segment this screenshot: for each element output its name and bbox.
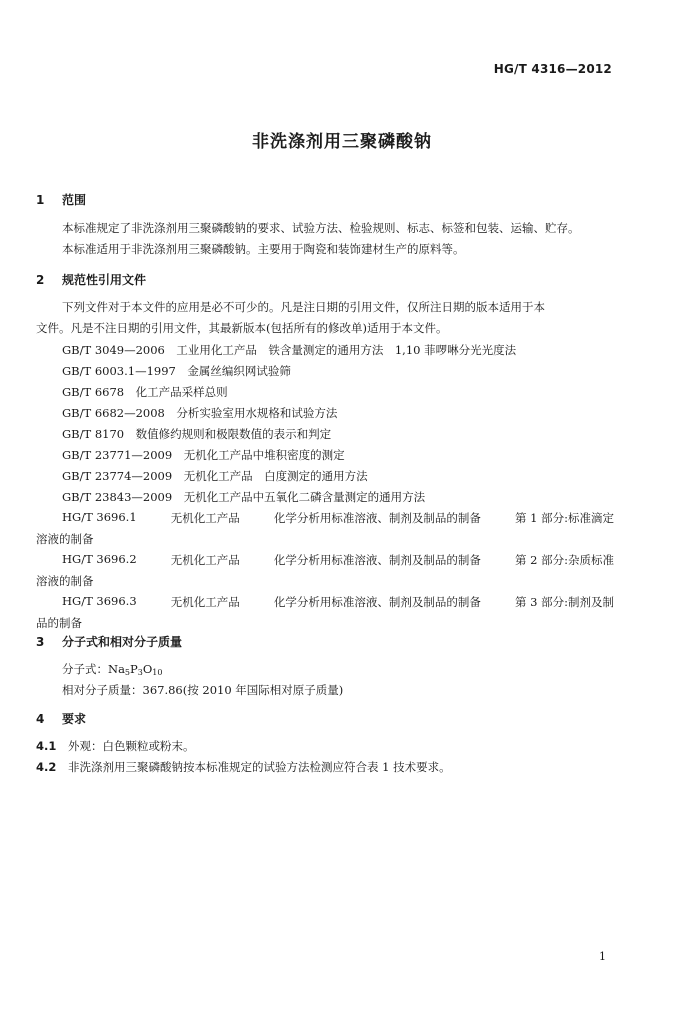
requirement-clause — [36, 738, 195, 754]
ref-part-b: 化学分析用标准溶液、制剂及制品的制备 — [273, 595, 481, 609]
ref-code: HG/T 3696.1 — [62, 510, 137, 524]
clause-text: 非洗涤剂用三聚磷酸钠按本标准规定的试验方法检测应符合表 1 技术要求。 — [68, 760, 451, 774]
section-number: 3 — [36, 635, 45, 649]
ref-item: GB/T 3049—2006 工业用化工产品 铁含量测定的通用方法 1,10 菲啰啉分光光度法 — [62, 343, 517, 357]
ref-part-c: 第 1 部分:标准滴定 — [514, 511, 614, 525]
formula-label: 分子式： — [62, 662, 108, 676]
ref-part-b: 化学分析用标准溶液、制剂及制品的制备 — [273, 553, 481, 567]
ref-item-continuation: 品的制备 — [36, 616, 82, 630]
section-title: 规范性引用文件 — [62, 273, 147, 287]
requirement-clause — [36, 759, 451, 775]
section-title: 范围 — [62, 193, 87, 207]
formula-p-count: 3 — [137, 668, 143, 677]
ref-item-continuation: 溶液的制备 — [36, 532, 94, 546]
ref-item: GB/T 23843—2009 无机化工产品中五氧化二磷含量测定的通用方法 — [62, 490, 426, 504]
section-number: 4 — [36, 712, 45, 726]
ref-part-c: 第 2 部分:杂质标准 — [514, 553, 614, 567]
ref-part-c: 第 3 部分:制剂及制 — [514, 595, 614, 609]
ref-part-a: 无机化工产品 — [170, 553, 240, 567]
molecular-mass: 相对分子质量：367.86(按 2010 年国际相对原子质量) — [62, 683, 344, 697]
ref-item-long — [62, 594, 614, 610]
ref-item: GB/T 23771—2009 无机化工产品中堆积密度的测定 — [62, 448, 345, 462]
clause-text: 外观：白色颗粒或粉末。 — [68, 739, 195, 753]
formula-o-count: 10 — [152, 668, 163, 677]
section-4-heading — [36, 710, 86, 727]
scope-paragraph-1: 本标准规定了非洗涤剂用三聚磷酸钠的要求、试验方法、检验规则、标志、标签和包装、运输、贮存。 — [62, 221, 580, 235]
section-1-heading — [36, 191, 86, 208]
formula-o: O — [142, 662, 153, 676]
section-3-heading — [36, 633, 182, 650]
formula-na: Na — [108, 662, 125, 676]
ref-part-a: 无机化工产品 — [170, 595, 240, 609]
section-number: 2 — [36, 273, 45, 287]
ref-item: GB/T 8170 数值修约规则和极限数值的表示和判定 — [62, 427, 332, 441]
ref-item: GB/T 23774—2009 无机化工产品 白度测定的通用方法 — [62, 469, 368, 483]
section-number: 1 — [36, 193, 45, 207]
clause-number: 4.2 — [36, 760, 57, 774]
ref-item-continuation: 溶液的制备 — [36, 574, 94, 588]
ref-item-long — [62, 552, 614, 568]
ref-part-b: 化学分析用标准溶液、制剂及制品的制备 — [273, 511, 481, 525]
document-title: 非洗涤剂用三聚磷酸钠 — [252, 132, 432, 152]
scope-paragraph-2: 本标准适用于非洗涤剂用三聚磷酸钠。主要用于陶瓷和装饰建材生产的原料等。 — [62, 242, 465, 256]
page-number: 1 — [599, 950, 606, 963]
formula-na-count: 5 — [124, 668, 131, 677]
refs-intro-line-1: 下列文件对于本文件的应用是必不可少的。凡是注日期的引用文件，仅所注日期的版本适用于本 — [62, 300, 545, 314]
ref-item: GB/T 6678 化工产品采样总则 — [62, 385, 228, 399]
ref-item: GB/T 6682—2008 分析实验室用水规格和试验方法 — [62, 406, 338, 420]
ref-code: HG/T 3696.2 — [62, 552, 137, 566]
clause-number: 4.1 — [36, 739, 57, 753]
ref-item-long — [62, 510, 614, 526]
ref-part-a: 无机化工产品 — [170, 511, 240, 525]
section-title: 分子式和相对分子质量 — [62, 635, 183, 649]
standard-code: HG/T 4316—2012 — [493, 62, 612, 76]
ref-code: HG/T 3696.3 — [62, 594, 137, 608]
ref-item: GB/T 6003.1—1997 金属丝编织网试验筛 — [62, 364, 291, 378]
molecular-formula — [62, 661, 162, 677]
section-2-heading — [36, 271, 146, 288]
formula-p: P — [130, 662, 138, 676]
refs-intro-line-2: 文件。凡是不注日期的引用文件，其最新版本(包括所有的修改单)适用于本文件。 — [36, 321, 448, 335]
section-title: 要求 — [62, 712, 87, 726]
